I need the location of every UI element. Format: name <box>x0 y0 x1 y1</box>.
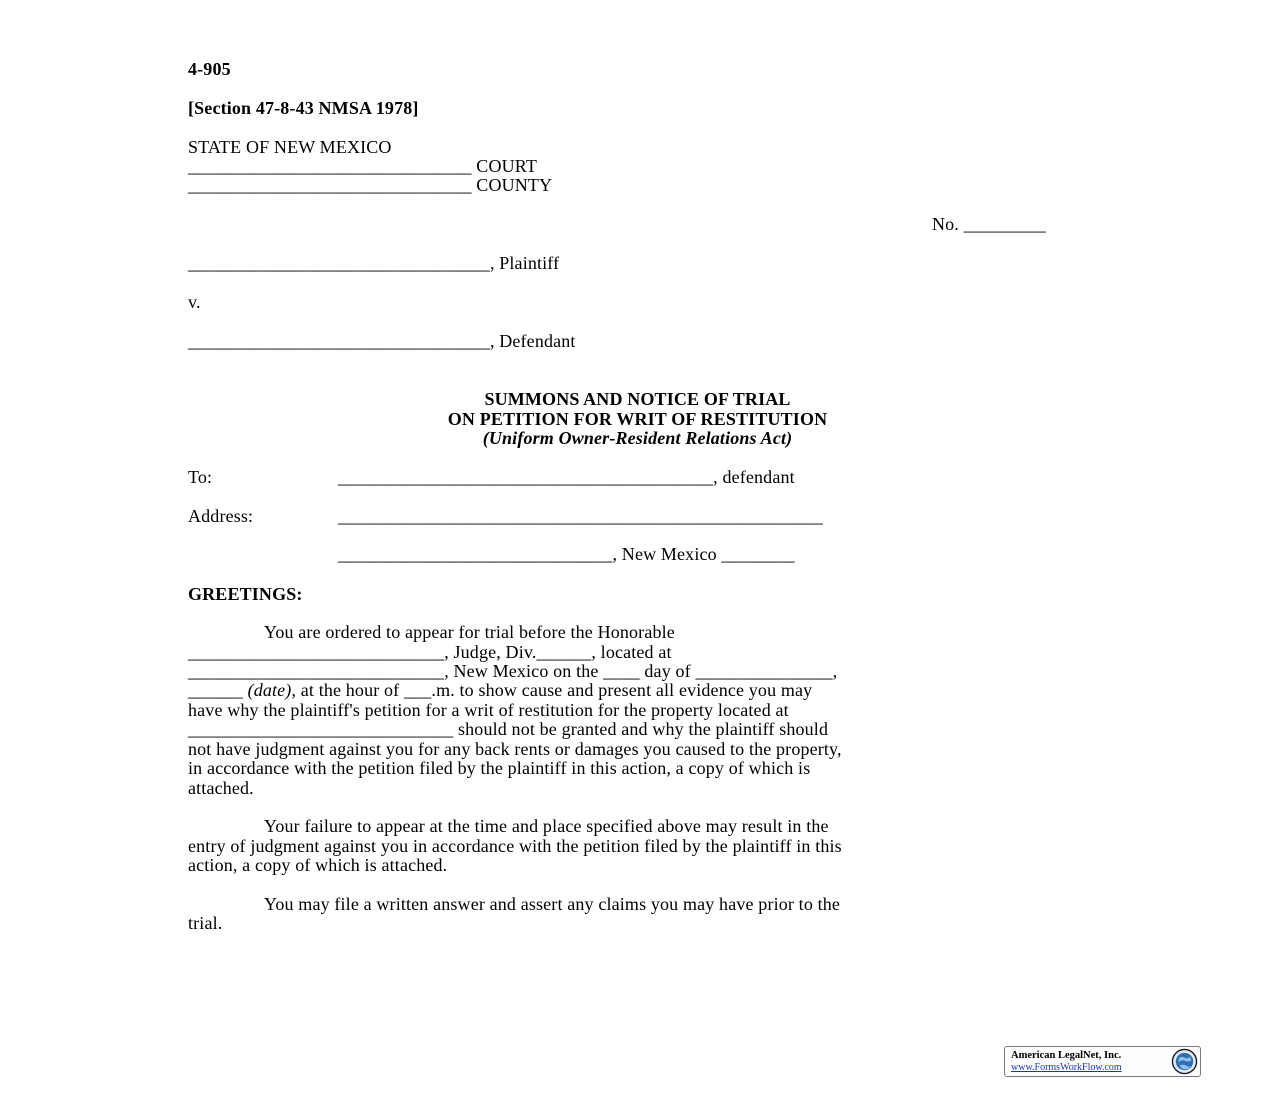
globe-logo-icon <box>1171 1048 1198 1075</box>
title-line-1: SUMMONS AND NOTICE OF TRIAL <box>484 389 791 409</box>
footer-badge[interactable] <box>1004 1046 1201 1077</box>
versus: v. <box>188 292 201 312</box>
para1-line-8: in accordance with the petition filed by the plaintiff in this action, a copy of which is <box>188 758 811 778</box>
form-number: 4-905 <box>188 59 231 79</box>
company-name: American LegalNet, Inc. <box>1011 1050 1122 1061</box>
para2-line-1: Your failure to appear at the time and place specified above may result in the <box>264 816 829 836</box>
para3-line-1: You may file a written answer and assert any claims you may have prior to the <box>264 894 841 914</box>
date-blank: ______ <box>188 680 243 700</box>
para1-line-1: You are ordered to appear for trial before the Honorable <box>264 622 675 642</box>
defendant-line: _________________________________, Defendant <box>188 331 576 351</box>
para1-line-5: have why the plaintiff's petition for a writ of restitution for the property located at <box>188 700 789 720</box>
to-label: To: <box>188 467 213 487</box>
para1-line-4-rest: , at the hour of ___.m. to show cause and present all evidence you may <box>291 680 813 700</box>
county-line: _______________________________ COUNTY <box>188 175 553 195</box>
para2-line-2: entry of judgment against you in accordance with the petition filed by the plaintiff in this <box>188 836 842 856</box>
plaintiff-line: _________________________________, Plaintiff <box>188 253 560 273</box>
case-number: No. _________ <box>932 214 1046 234</box>
state-heading: STATE OF NEW MEXICO <box>188 137 392 157</box>
title-line-3: (Uniform Owner-Resident Relations Act) <box>482 428 793 448</box>
greetings-heading: GREETINGS: <box>188 584 303 604</box>
para1-line-4 <box>188 681 812 701</box>
address-line-2: ______________________________, New Mexico ________ <box>338 544 795 564</box>
para1-line-6: _____________________________ should not be granted and why the plaintiff should <box>188 719 829 739</box>
company-url-link[interactable]: www.FormsWorkFlow.com <box>1011 1062 1122 1073</box>
title-line-2: ON PETITION FOR WRIT OF RESTITUTION <box>447 409 828 429</box>
para1-line-3: ____________________________, New Mexico on the ____ day of _______________, <box>188 661 838 681</box>
statute-reference: [Section 47-8-43 NMSA 1978] <box>188 98 419 118</box>
para1-line-9: attached. <box>188 778 254 798</box>
para1-line-2: ____________________________, Judge, Div.______, located at <box>188 642 672 662</box>
para2-line-3: action, a copy of which is attached. <box>188 855 448 875</box>
address-line-1: _____________________________________________________ <box>338 506 823 526</box>
court-line: _______________________________ COURT <box>188 156 537 176</box>
address-label: Address: <box>188 506 254 526</box>
para1-line-7: not have judgment against you for any back rents or damages you caused to the property, <box>188 739 842 759</box>
to-value: _________________________________________, defendant <box>338 467 795 487</box>
para3-line-2: trial. <box>188 913 223 933</box>
date-label: (date) <box>247 680 292 700</box>
